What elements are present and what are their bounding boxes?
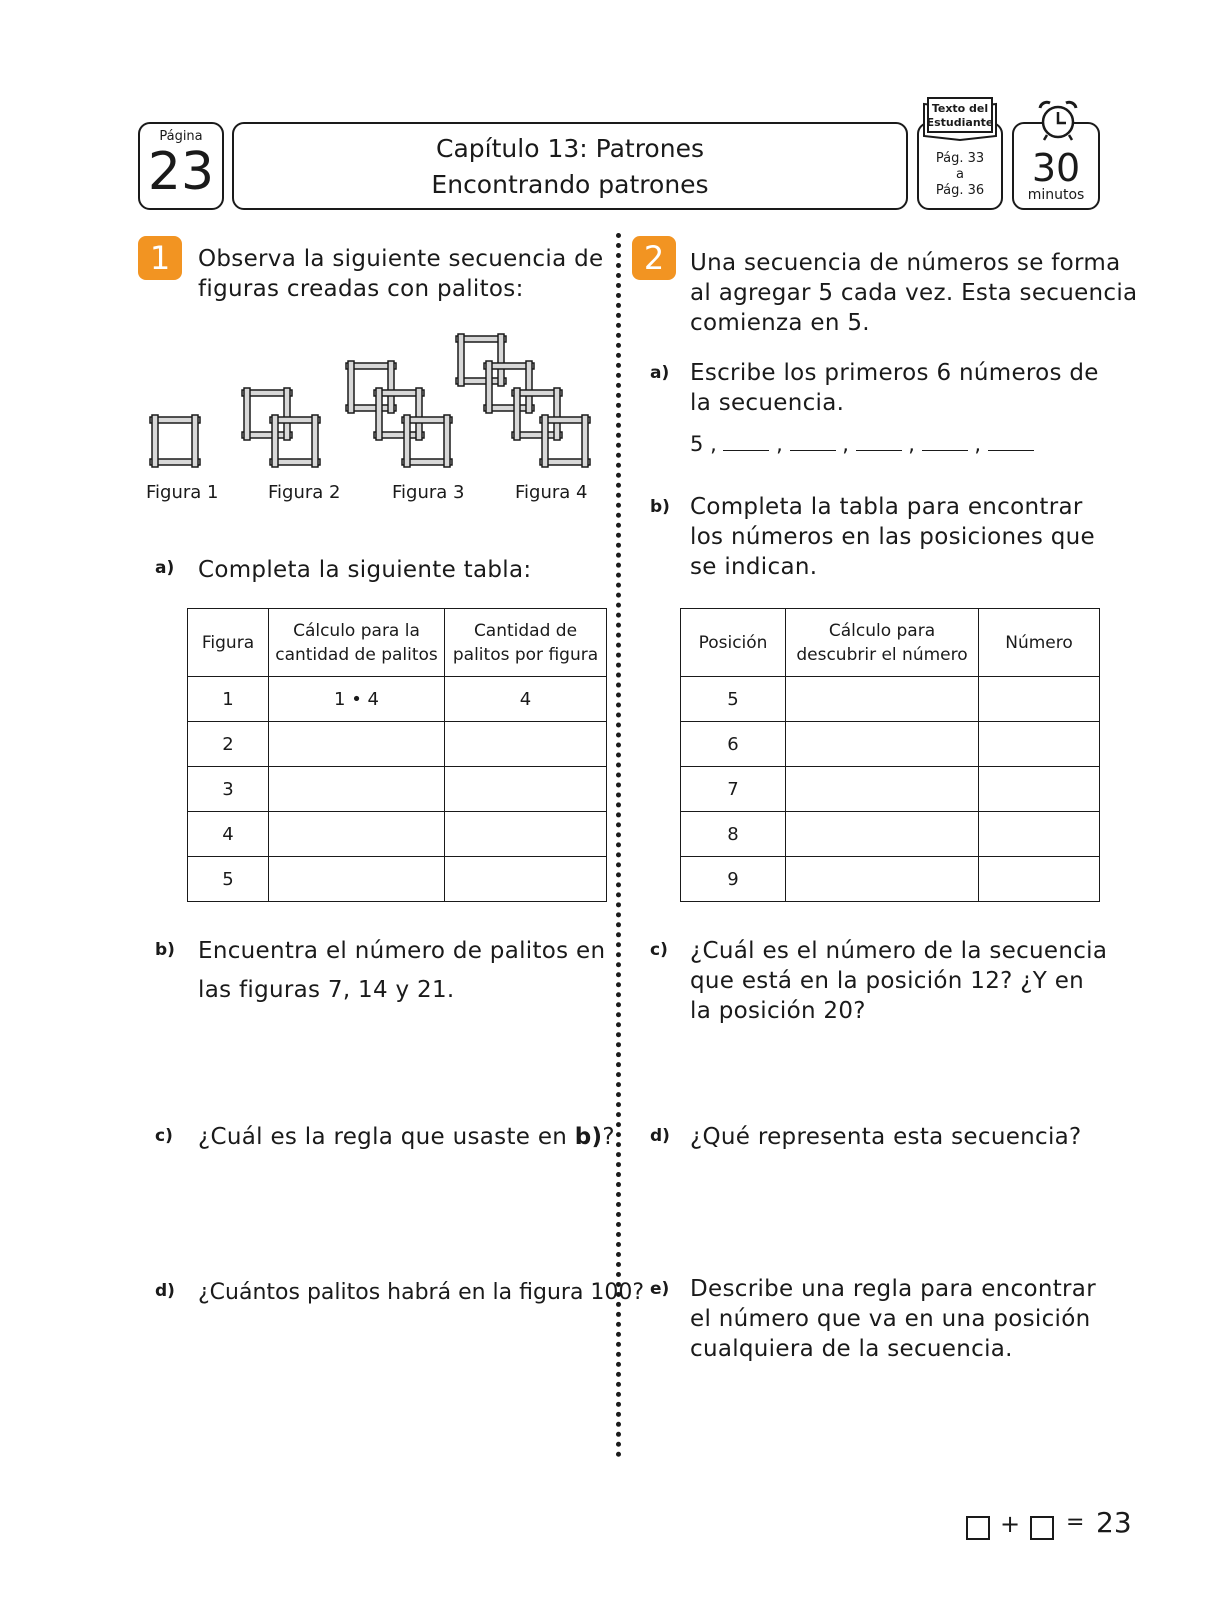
- sequence-answer-row: 5 , , , , ,: [690, 432, 1034, 456]
- q2d-text: ¿Qué representa esta secuencia?: [690, 1124, 1082, 1150]
- page-label: Página: [159, 129, 203, 144]
- section-1-badge: 1: [138, 236, 182, 280]
- q1c-text: ¿Cuál es la regla que usaste en b)?: [198, 1124, 615, 1150]
- section-2-intro-line2: al agregar 5 cada vez. Esta secuencia: [690, 280, 1138, 306]
- table1-header: Cálculo para la cantidad de palitos: [269, 609, 445, 677]
- figure-1-sticks: [150, 415, 200, 467]
- q1b-line2: las figuras 7, 14 y 21.: [198, 977, 455, 1003]
- table-cell: 5: [681, 677, 786, 722]
- table-cell[interactable]: [445, 722, 607, 767]
- q1d-label: d): [155, 1281, 175, 1301]
- q1b-label: b): [155, 940, 175, 960]
- table-row: [188, 767, 607, 812]
- table-cell[interactable]: [786, 677, 979, 722]
- table-cell[interactable]: [979, 677, 1100, 722]
- section-1-intro-line1: Observa la siguiente secuencia de: [198, 246, 604, 272]
- table-cell[interactable]: [979, 857, 1100, 902]
- column-divider: [616, 233, 621, 1458]
- table-cell[interactable]: 4: [445, 677, 607, 722]
- time-unit: minutos: [1027, 187, 1085, 203]
- footer-square-icon: [1030, 1516, 1054, 1540]
- table2-header: Posición: [681, 609, 786, 677]
- footer-page-number: 23: [1096, 1506, 1132, 1539]
- table-cell: 2: [188, 722, 269, 767]
- q2a-line2: la secuencia.: [690, 390, 845, 416]
- q2e-line2: el número que va en una posición: [690, 1306, 1091, 1332]
- ref-a: a: [956, 167, 964, 182]
- figure-2-label: Figura 2: [268, 482, 341, 503]
- table-cell: 9: [681, 857, 786, 902]
- alarm-clock-icon: [1034, 98, 1082, 146]
- table-row: [681, 677, 1100, 722]
- q2e-line3: cualquiera de la secuencia.: [690, 1336, 1013, 1362]
- table-cell[interactable]: 1 • 4: [269, 677, 445, 722]
- sequence-blank[interactable]: [988, 450, 1034, 451]
- section-2-intro-line3: comienza en 5.: [690, 310, 870, 336]
- q2e-line1: Describe una regla para encontrar: [690, 1276, 1096, 1302]
- figure-4-label: Figura 4: [515, 482, 588, 503]
- sequence-blank[interactable]: [856, 450, 902, 451]
- table-cell[interactable]: [445, 767, 607, 812]
- table1-header: Figura: [188, 609, 269, 677]
- page-number: 23: [147, 142, 215, 202]
- footer-square-icon: [966, 1516, 990, 1540]
- positions-table: [680, 608, 1100, 902]
- q2d-label: d): [650, 1126, 670, 1146]
- q1d-text: ¿Cuántos palitos habrá en la figura 100?: [198, 1280, 645, 1305]
- table-cell[interactable]: [445, 812, 607, 857]
- table-cell: 1: [188, 677, 269, 722]
- q1c-label: c): [155, 1126, 173, 1146]
- table-cell[interactable]: [269, 812, 445, 857]
- q2c-line2: que está en la posición 12? ¿Y en: [690, 968, 1085, 994]
- page-number-box: [138, 122, 224, 210]
- table-cell: 4: [188, 812, 269, 857]
- sequence-first-value: 5: [690, 432, 704, 456]
- q2c-line1: ¿Cuál es el número de la secuencia: [690, 938, 1108, 964]
- table-cell[interactable]: [979, 812, 1100, 857]
- figure-4-sticks: [456, 334, 590, 467]
- q1b-line1: Encuentra el número de palitos en: [198, 938, 606, 964]
- table-row: [188, 812, 607, 857]
- table-row: [188, 857, 607, 902]
- table-cell[interactable]: [786, 812, 979, 857]
- stick-figures-illustration: [140, 330, 610, 480]
- table-row: [681, 812, 1100, 857]
- figure-3-label: Figura 3: [392, 482, 465, 503]
- book-icon: [918, 96, 1002, 142]
- sequence-blank[interactable]: [723, 450, 769, 451]
- ref-to: Pág. 36: [935, 183, 985, 198]
- table-cell: 3: [188, 767, 269, 812]
- section-2-intro-line1: Una secuencia de números se forma: [690, 250, 1121, 276]
- book-label-2: Estudiante: [926, 116, 994, 129]
- table2-header: Cálculo para descubrir el número: [786, 609, 979, 677]
- chapter-title: Capítulo 13: Patrones: [436, 134, 704, 163]
- figure-2-sticks: [242, 388, 320, 467]
- sequence-blank[interactable]: [922, 450, 968, 451]
- table-cell[interactable]: [445, 857, 607, 902]
- q1a-text: Completa la siguiente tabla:: [198, 557, 532, 583]
- table-row: [188, 677, 607, 722]
- figure-1-label: Figura 1: [146, 482, 219, 503]
- q1c-bold-ref: b): [574, 1124, 603, 1150]
- sticks-table: [187, 608, 607, 902]
- q2b-line1: Completa la tabla para encontrar: [690, 494, 1083, 520]
- sequence-blank[interactable]: [790, 450, 836, 451]
- footer-plus: +: [1000, 1510, 1021, 1538]
- table1-header: Cantidad de palitos por figura: [445, 609, 607, 677]
- section-1-intro-line2: figuras creadas con palitos:: [198, 276, 524, 302]
- table-row: [681, 722, 1100, 767]
- q2c-line3: la posición 20?: [690, 998, 866, 1024]
- q2e-label: e): [650, 1279, 670, 1299]
- table-cell: 8: [681, 812, 786, 857]
- q2b-line2: los números en las posiciones que: [690, 524, 1095, 550]
- q2a-label: a): [650, 363, 670, 383]
- table-cell[interactable]: [269, 767, 445, 812]
- q1a-label: a): [155, 558, 175, 578]
- table-cell[interactable]: [269, 857, 445, 902]
- footer-equals: =: [1066, 1510, 1085, 1535]
- q2a-line1: Escribe los primeros 6 números de: [690, 360, 1099, 386]
- time-value: 30: [1031, 146, 1081, 190]
- table-cell: 5: [188, 857, 269, 902]
- table-cell[interactable]: [979, 722, 1100, 767]
- table-cell[interactable]: [979, 767, 1100, 812]
- figure-3-sticks: [346, 361, 452, 467]
- ref-from: Pág. 33: [935, 151, 985, 166]
- table-cell[interactable]: [786, 857, 979, 902]
- table-cell[interactable]: [269, 722, 445, 767]
- table-row: [188, 722, 607, 767]
- table2-header: Número: [979, 609, 1100, 677]
- section-2-badge: 2: [632, 236, 676, 280]
- chapter-title-box: [232, 122, 908, 210]
- q2b-line3: se indican.: [690, 554, 818, 580]
- table-cell[interactable]: [786, 767, 979, 812]
- table-cell: 6: [681, 722, 786, 767]
- q2c-label: c): [650, 940, 668, 960]
- table-row: [681, 857, 1100, 902]
- table-cell: 7: [681, 767, 786, 812]
- lesson-title: Encontrando patrones: [431, 170, 709, 199]
- book-label-1: Texto del: [931, 102, 989, 115]
- table-cell[interactable]: [786, 722, 979, 767]
- table-row: [681, 767, 1100, 812]
- q2b-label: b): [650, 497, 670, 517]
